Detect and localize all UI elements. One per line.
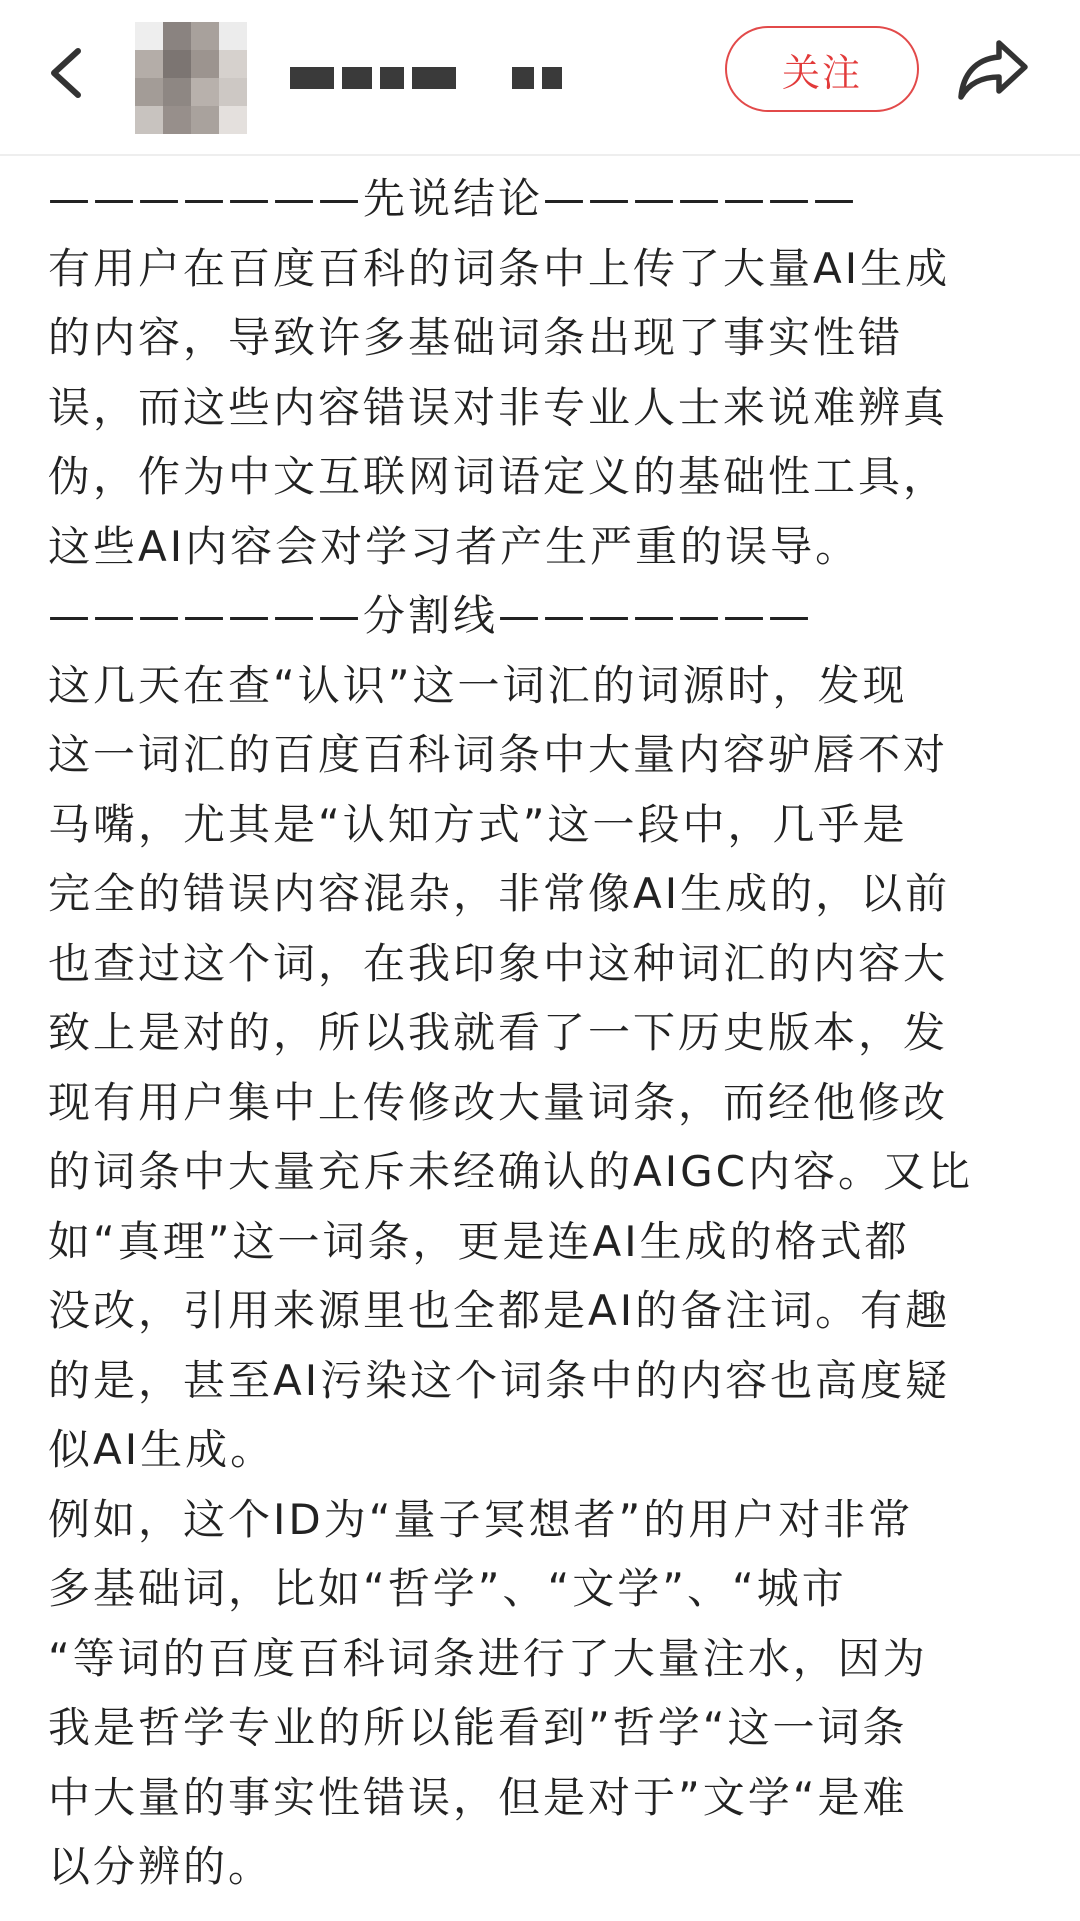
share-button[interactable] [952, 34, 1034, 106]
avatar-pixel [191, 106, 219, 134]
avatar-pixel [135, 50, 163, 78]
avatar-pixel [191, 78, 219, 106]
article-text-line: 伪，作为中文互联网词语定义的基础性工具， [48, 452, 949, 501]
article-text-line: 误，而这些内容错误对非专业人士来说难辨真 [48, 382, 949, 432]
article-text-line: “等词的百度百科词条进行了大量注水，因为 [48, 1633, 928, 1683]
avatar-pixel [135, 106, 163, 134]
share-arrow-icon [955, 37, 1031, 103]
redacted-block [542, 67, 562, 89]
redacted-block [342, 67, 372, 89]
redacted-block [290, 67, 334, 89]
article-text-line: 也查过这个词，在我印象中这种词汇的内容大 [48, 938, 949, 988]
article-text-line: 完全的错误内容混杂，非常像AI生成的，以前 [48, 869, 951, 918]
redacted-block [464, 67, 504, 89]
avatar-pixel [191, 50, 219, 78]
avatar-pixel [163, 78, 191, 106]
article-text-line: 这些AI内容会对学习者产生严重的误导。 [48, 521, 861, 571]
avatar-pixel [163, 106, 191, 134]
article-text-line: 中大量的事实性错误，但是对于”文学“是难 [48, 1772, 908, 1822]
article-text-line: 以分辨的。 [48, 1842, 274, 1891]
article-text-line: 如“真理”这一词条，更是连AI生成的格式都 [48, 1216, 910, 1266]
redacted-block [380, 67, 404, 89]
avatar[interactable] [135, 22, 247, 134]
article-text-line: 我是哲学专业的所以能看到”哲学“这一词条 [48, 1703, 908, 1752]
article-text-line: 例如，这个ID为“量子冥想者”的用户对非常 [48, 1494, 914, 1544]
article-text-line: 这几天在查“认识”这一词汇的词源时，发现 [48, 660, 908, 710]
top-navigation-bar [0, 0, 1080, 156]
article-text-line: 的内容，导致许多基础词条出现了事实性错 [48, 313, 904, 362]
article-text-line: 的是，甚至AI污染这个词条中的内容也高度疑 [48, 1355, 951, 1405]
chevron-left-icon [46, 45, 86, 101]
avatar-pixel [135, 22, 163, 50]
article-text-line: 没改，引用来源里也全都是AI的备注词。有趣 [48, 1286, 951, 1335]
username-blurred[interactable] [290, 64, 570, 92]
article-text-line: 马嘴，尤其是“认知方式”这一段中，几乎是 [48, 799, 908, 849]
avatar-pixel [219, 78, 247, 106]
avatar-pixel [135, 78, 163, 106]
avatar-pixel [219, 106, 247, 134]
avatar-pixel [219, 22, 247, 50]
avatar-pixel [191, 22, 219, 50]
redacted-block [512, 67, 534, 89]
redacted-block [412, 67, 456, 89]
article-text-line: ———————先说结论——————— [48, 174, 859, 223]
article-text-line: 现有用户集中上传修改大量词条，而经他修改 [48, 1077, 949, 1127]
article-text-line: 这一词汇的百度百科词条中大量内容驴唇不对 [48, 730, 949, 779]
avatar-pixel [219, 50, 247, 78]
article-text-line: 多基础词，比如“哲学”、“文学”、“城市 [48, 1564, 847, 1613]
article-text-line: 的词条中大量充斥未经确认的AIGC内容。又比 [48, 1147, 973, 1196]
article-text-line: 致上是对的，所以我就看了一下历史版本，发 [48, 1008, 949, 1057]
article-text-line: 有用户在百度百科的词条中上传了大量AI生成 [48, 243, 951, 293]
article-text-line: ———————分割线——————— [48, 591, 814, 640]
article-text-line: 似AI生成。 [48, 1425, 276, 1474]
follow-button[interactable]: 关注 [725, 26, 919, 112]
avatar-pixel [163, 50, 191, 78]
avatar-pixel [163, 22, 191, 50]
article-body [48, 164, 1018, 1902]
back-button[interactable] [36, 38, 96, 108]
